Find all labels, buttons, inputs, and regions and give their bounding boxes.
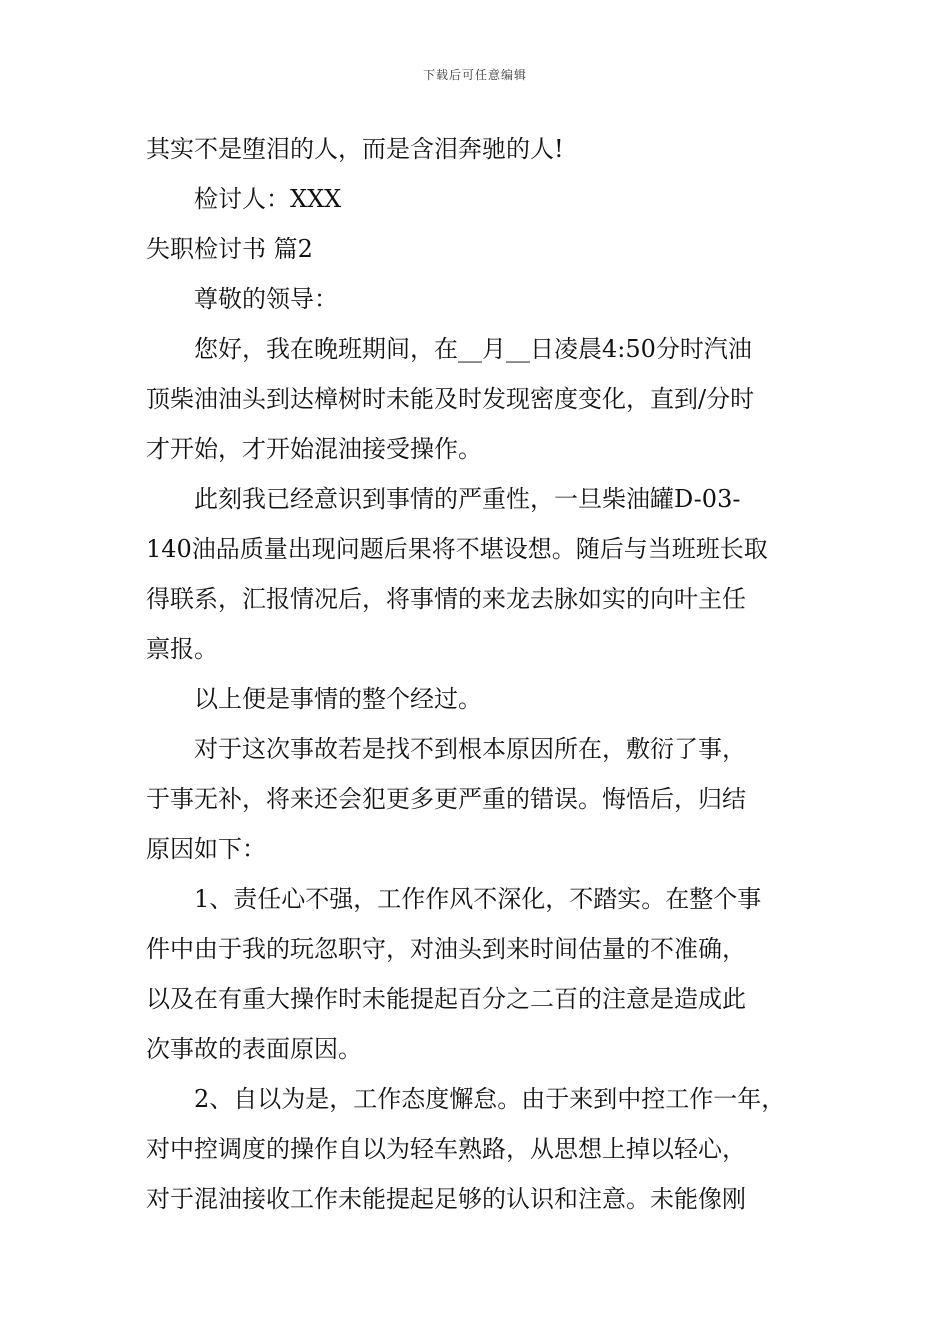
salutation: 尊敬的领导： [194, 285, 338, 313]
signature-line: 检讨人：XXX [194, 185, 342, 213]
text-line: 2、自以为是，工作态度懈怠。由于来到中控工作一年， [194, 1085, 786, 1113]
text-line: 1、责任心不强，工作作风不深化，不踏实。在整个事 [194, 885, 762, 913]
document-body [146, 124, 818, 1224]
text-line: 对中控调度的操作自以为轻车熟路，从思想上掉以轻心， [146, 1135, 746, 1163]
text-line: 其实不是堕泪的人，而是含泪奔驰的人! [146, 135, 564, 163]
text-line: 件中由于我的玩忽职守，对油头到来时间估量的不准确， [146, 935, 746, 963]
text-line: 对于这次事故若是找不到根本原因所在，敷衍了事， [194, 735, 746, 763]
text-line: 原因如下： [146, 835, 266, 863]
text-line: 以上便是事情的整个经过。 [194, 685, 482, 713]
text-line: 您好，我在晚班期间，在__月__日凌晨4:50分时汽油 [194, 335, 752, 363]
text-line: 得联系，汇报情况后，将事情的来龙去脉如实的向叶主任 [146, 585, 746, 613]
text-line: 140油品质量出现问题后果将不堪设想。随后与当班班长取 [146, 535, 768, 563]
text-line: 顶柴油油头到达樟树时未能及时发现密度变化，直到/分时 [146, 385, 755, 413]
text-line: 此刻我已经意识到事情的严重性，一旦柴油罐D-03- [194, 485, 741, 513]
text-line: 对于混油接收工作未能提起足够的认识和注意。未能像刚 [146, 1185, 746, 1213]
text-line: 于事无补，将来还会犯更多更严重的错误。悔悟后，归结 [146, 785, 746, 813]
text-line: 以及在有重大操作时未能提起百分之二百的注意是造成此 [146, 985, 746, 1013]
text-line: 禀报。 [146, 635, 218, 663]
text-line: 才开始，才开始混油接受操作。 [146, 435, 482, 463]
text-line: 次事故的表面原因。 [146, 1035, 362, 1063]
section-title: 失职检讨书 篇2 [146, 235, 313, 263]
page-header-note: 下载后可任意编辑 [422, 68, 527, 82]
